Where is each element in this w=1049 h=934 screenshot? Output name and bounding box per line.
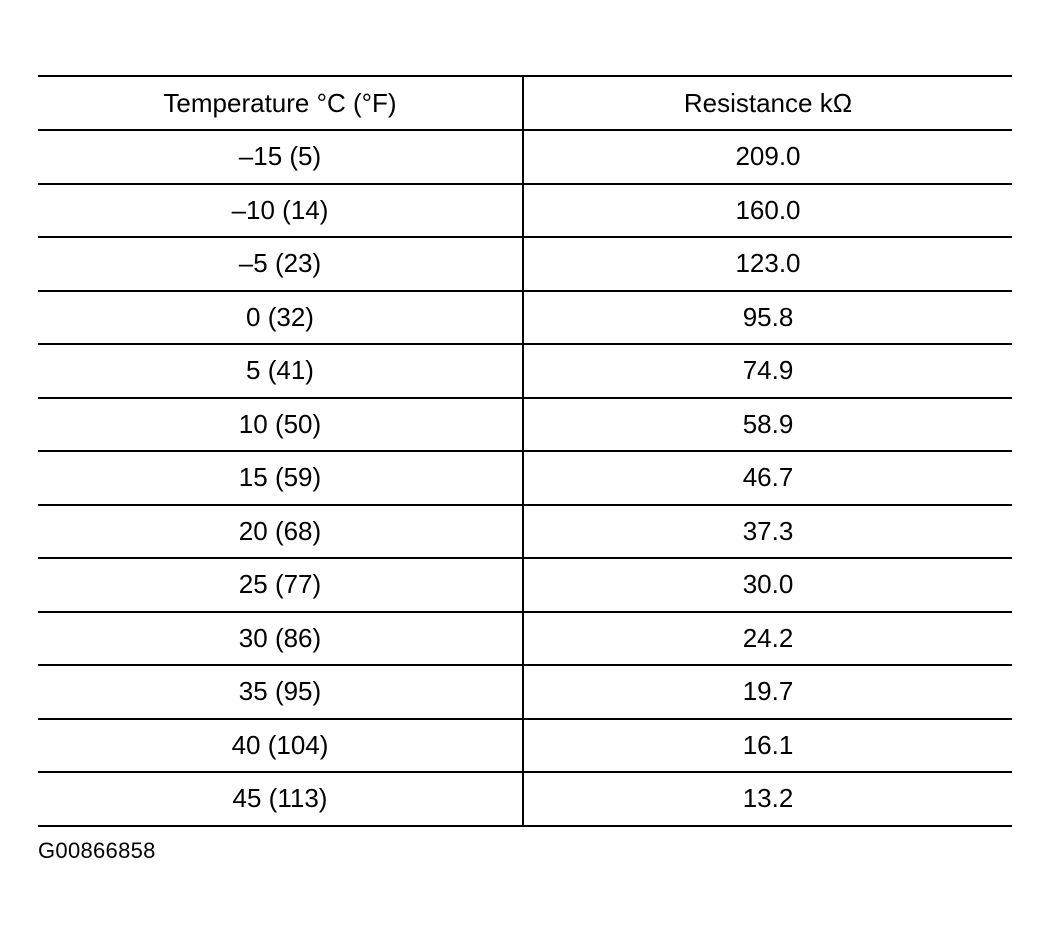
resistance-cell: 209.0: [523, 130, 1012, 184]
table-body: [38, 130, 1012, 826]
temperature-cell: 35 (95): [38, 665, 523, 719]
resistance-cell: 30.0: [523, 558, 1012, 612]
temperature-cell: 10 (50): [38, 398, 523, 452]
resistance-cell: 95.8: [523, 291, 1012, 345]
temperature-cell: 0 (32): [38, 291, 523, 345]
table-row: [38, 291, 1012, 345]
temperature-cell: –5 (23): [38, 237, 523, 291]
table-row: [38, 398, 1012, 452]
table-row: [38, 505, 1012, 559]
resistance-cell: 13.2: [523, 772, 1012, 826]
table-row: [38, 558, 1012, 612]
temperature-cell: 45 (113): [38, 772, 523, 826]
table-row: [38, 451, 1012, 505]
resistance-cell: 74.9: [523, 344, 1012, 398]
table-row: [38, 344, 1012, 398]
temperature-cell: 25 (77): [38, 558, 523, 612]
table-row: [38, 719, 1012, 773]
temperature-cell: 5 (41): [38, 344, 523, 398]
header-temperature: Temperature °C (°F): [38, 76, 523, 130]
table-row: [38, 130, 1012, 184]
resistance-cell: 46.7: [523, 451, 1012, 505]
table-row: [38, 237, 1012, 291]
temperature-cell: 15 (59): [38, 451, 523, 505]
temperature-cell: 20 (68): [38, 505, 523, 559]
resistance-cell: 37.3: [523, 505, 1012, 559]
temperature-resistance-table: [38, 75, 1012, 827]
temperature-cell: –10 (14): [38, 184, 523, 238]
figure-id: G00866858: [38, 838, 156, 863]
table-row: [38, 184, 1012, 238]
resistance-cell: 24.2: [523, 612, 1012, 666]
temperature-cell: –15 (5): [38, 130, 523, 184]
table-row: [38, 665, 1012, 719]
table-row: [38, 772, 1012, 826]
table-header: [38, 76, 1012, 130]
resistance-table-container: [38, 75, 1012, 827]
header-resistance: Resistance kΩ: [523, 76, 1012, 130]
resistance-cell: 58.9: [523, 398, 1012, 452]
header-row: [38, 76, 1012, 130]
temperature-cell: 30 (86): [38, 612, 523, 666]
resistance-cell: 19.7: [523, 665, 1012, 719]
table-row: [38, 612, 1012, 666]
resistance-cell: 123.0: [523, 237, 1012, 291]
resistance-cell: 16.1: [523, 719, 1012, 773]
temperature-cell: 40 (104): [38, 719, 523, 773]
resistance-cell: 160.0: [523, 184, 1012, 238]
